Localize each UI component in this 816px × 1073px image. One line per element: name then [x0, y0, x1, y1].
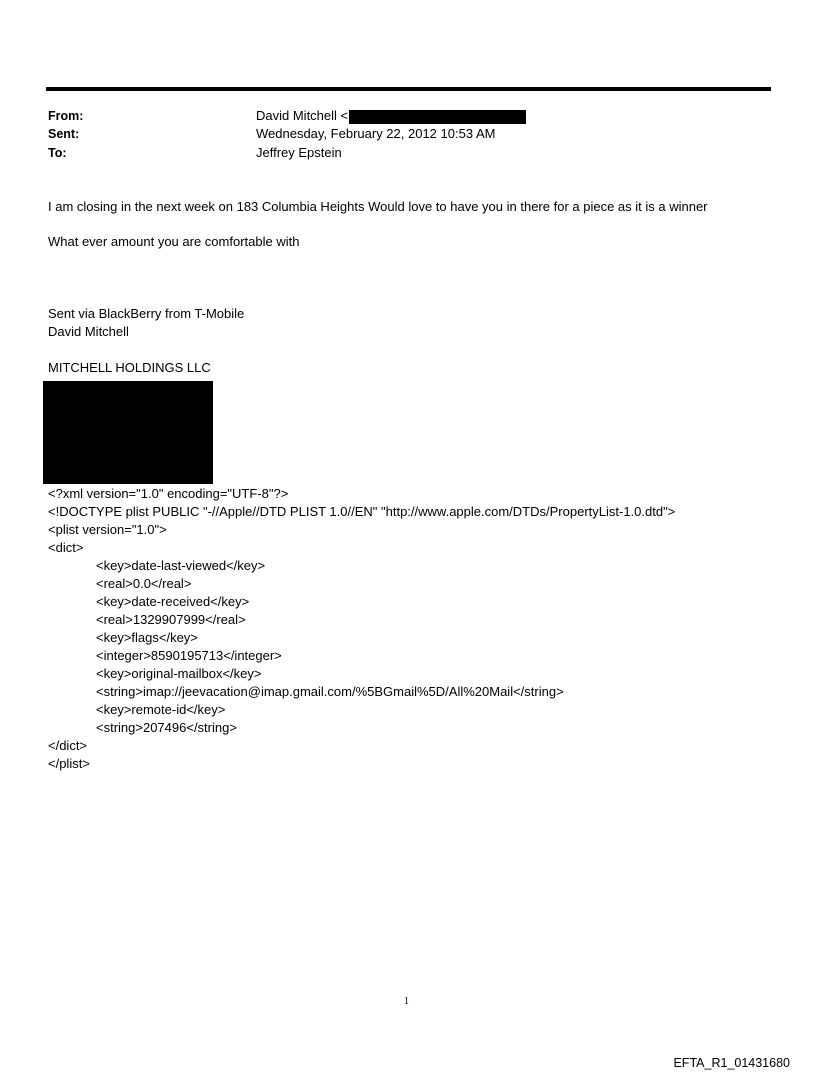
body-line-2: What ever amount you are comfortable with	[48, 234, 300, 249]
from-label: From:	[48, 109, 84, 123]
xml-key-date-last-viewed: <key>date-last-viewed</key>	[96, 558, 266, 573]
sent-label: Sent:	[48, 127, 80, 141]
header-rule	[46, 87, 771, 91]
signature-name: David Mitchell	[48, 324, 129, 339]
page-number: 1	[404, 996, 409, 1007]
xml-doctype: <!DOCTYPE plist PUBLIC "-//Apple//DTD PLIST 1.0//EN" "http://www.apple.com/DTDs/PropertyList-1.0.dtd">	[48, 504, 676, 519]
sent-value: Wednesday, February 22, 2012 10:53 AM	[256, 126, 496, 141]
from-value: David Mitchell <	[256, 108, 349, 123]
xml-key-original-mailbox: <key>original-mailbox</key>	[96, 666, 262, 681]
xml-dict-close: </dict>	[48, 738, 88, 753]
xml-dict-open: <dict>	[48, 540, 84, 555]
xml-integer-flags: <integer>8590195713</integer>	[96, 648, 282, 663]
signature-company: MITCHELL HOLDINGS LLC	[48, 360, 211, 375]
redaction-from-email	[349, 110, 526, 124]
xml-string-original-mailbox: <string>imap://jeevacation@imap.gmail.com/%5BGmail%5D/All%20Mail</string>	[96, 684, 564, 699]
to-label: To:	[48, 146, 67, 160]
xml-plist-close: </plist>	[48, 756, 90, 771]
xml-plist-open: <plist version="1.0">	[48, 522, 167, 537]
xml-key-remote-id: <key>remote-id</key>	[96, 702, 226, 717]
to-value: Jeffrey Epstein	[256, 145, 342, 160]
xml-key-flags: <key>flags</key>	[96, 630, 198, 645]
xml-key-date-received: <key>date-received</key>	[96, 594, 250, 609]
xml-declaration: <?xml version="1.0" encoding="UTF-8"?>	[48, 486, 289, 501]
document-id: EFTA_R1_01431680	[673, 1056, 790, 1070]
redaction-signature-block	[43, 381, 213, 484]
signature-sent-via: Sent via BlackBerry from T-Mobile	[48, 306, 245, 321]
xml-string-remote-id: <string>207496</string>	[96, 720, 237, 735]
xml-real-date-received: <real>1329907999</real>	[96, 612, 246, 627]
xml-real-date-last-viewed: <real>0.0</real>	[96, 576, 192, 591]
body-line-1: I am closing in the next week on 183 Columbia Heights Would love to have you in there for a piece as it is a winner	[48, 199, 708, 214]
